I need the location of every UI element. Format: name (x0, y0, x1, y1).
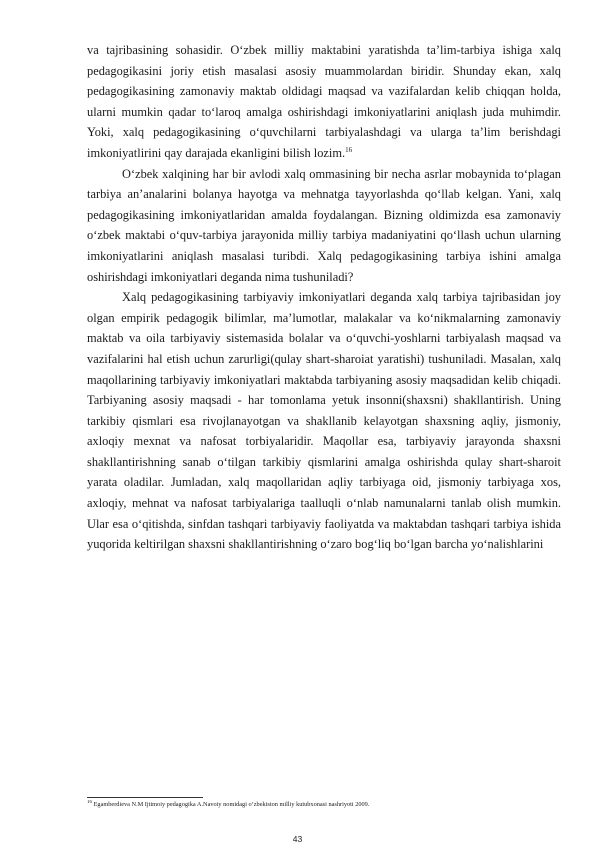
footnote-number: 16 (87, 800, 92, 805)
paragraph-3: Xalq pedagogikasining tarbiyaviy imkoniyatlari deganda xalq tarbiya tajribasidan joy olgan empirik pedagogik bilimlar, ma’lumotlar, malakalar va ko‘nikmalarning zamonaviy maktab va oila tarbiyaviy sistemasida bolalar va o‘quvchi-yoshlarni tarbiyalash maqsad va vazifalarini hal etish uchun zarurligi(qulay shart-sharoiat yaratishi) tushuniladi. Masalan, xalq maqollarining tarbiyaviy imkoniyatlari maktabda tarbiyaning asosiy maqsadidan kelib chiqadi. Tarbiyaning asosiy maqsadi - har tomonlama yetuk insonni(shaxsni) shakllantirish. Uning tarkibiy qismlari esa rivojlanayotgan va shakllanib kelayotgan shaxsning aqliy, jismoniy, axloqiy mexnat va nafosat torbiyalaridir. Maqollar esa, tarbiyaviy jarayonda shaxsni shakllantirishning sanab o‘tilgan tarkibiy qismlarini amalga oshirishda qulay shart-sharoit yarata oladilar. Jumladan, xalq maqollaridan aqliy tarbiyaga oid, jismoniy tarbiyaga xos, axloqiy, mehnat va nafosat tarbiyalariga taalluqli o‘nlab namunalarni tanlab olish mumkin. Ular esa o‘qitishda, sinfdan tashqari tarbiyaviy faoliyatda va maktabdan tashqari tarbiya ishida yuqorida keltirilgan shaxsni shakllantirishning o‘zaro bog‘liq bo‘lgan barcha yo‘nalishlarini (87, 290, 561, 552)
body-text (87, 40, 561, 555)
page-number: 43 (292, 834, 303, 844)
footnote-text: Egamberdieva N.M Ijtimoiy pedagogika A.Navoiy nomidagi o’zbekiston milliy kutubxonasi nashriyoti 2009. (93, 801, 370, 808)
paragraph-1 (87, 40, 561, 164)
footnote (87, 800, 561, 809)
footnote-divider (87, 797, 203, 798)
paragraph-2: O‘zbek xalqining har bir avlodi xalq ommasining bir necha asrlar mobaynida to‘plagan tarbiya an’analarini bolanya hayotga va mehnatga tayyorlashda qo‘llab kelgan. Yani, xalq pedagogikasining imkoniyatlaridan amalda foydalangan. Bizning oldimizda esa zamonaviy o‘zbek maktabi o‘quv-tarbiya jarayonida milliy tarbiya madaniyatini qo‘llash uchun ularning imkoniyatlarini aniqlash masalasi turibdi. Xalq pedagogikasining tarbiya ishini amalga oshirishdagi imkoniyatlari deganda nima tushuniladi? (87, 166, 561, 284)
paragraph-1-text: va tajribasining sohasidir. O‘zbek milliy maktabini yaratishda ta’lim-tarbiya ishiga xalq pedagogikasini joriy etish masalasi asosiy muammolardan biridir. Shunday ekan, xalq pedagogikasining zamonaviy maktab oldidagi maqsad va vazifalardan kelib chiqqan holda, ularni mumkin qadar to‘laroq amalga oshirishdagi imkoniyatlarini aniqlash juda muhimdir. Yoki, xalq pedagogikasining o‘quvchilarni tarbiyalashdagi va ularga ta’lim berishdagi imkoniyatlirini qay darajada ekanligini bilish lozim. (87, 43, 561, 160)
footnote-ref[interactable]: 16 (345, 145, 353, 154)
